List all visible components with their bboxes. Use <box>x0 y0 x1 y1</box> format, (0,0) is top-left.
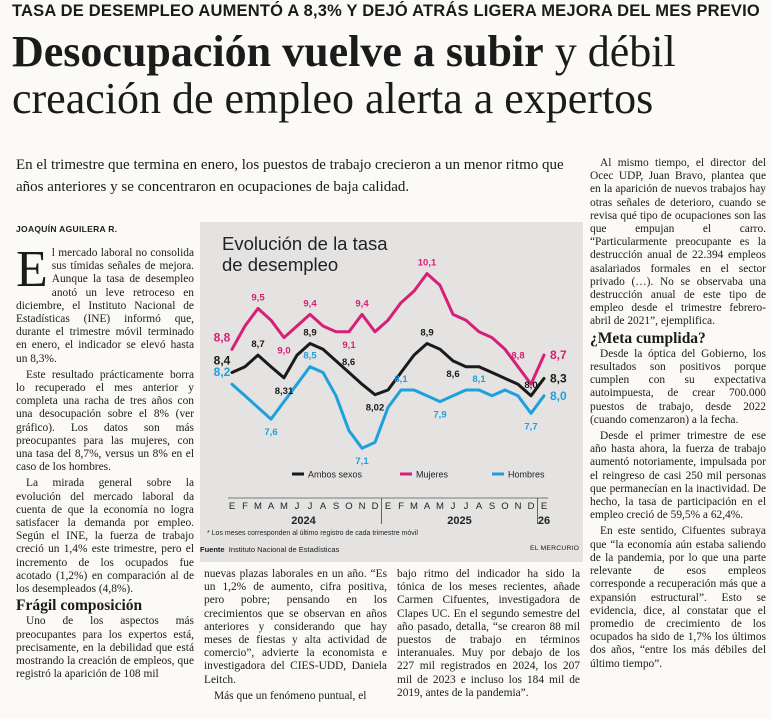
x-tick-label: O <box>501 501 509 512</box>
data-label: 9,0 <box>277 345 291 357</box>
x-tick-label: M <box>254 501 262 512</box>
x-tick-label: E <box>384 501 392 512</box>
x-tick-label: N <box>514 501 522 512</box>
data-label: 7,7 <box>524 421 538 433</box>
section-subhead: Frágil composición <box>16 597 143 615</box>
data-label: 8,9 <box>303 327 317 339</box>
article-column-4 <box>397 568 580 703</box>
data-label: 8,1 <box>394 374 408 385</box>
dropcap: E <box>16 241 48 298</box>
chart-title-line2: de desempleo <box>222 254 339 275</box>
data-label: 7,1 <box>355 456 369 468</box>
paragraph <box>16 241 194 366</box>
chart-title-line1: Evolución de la tasa <box>222 233 388 254</box>
headline-bold: Desocupación vuelve a subir <box>12 27 544 76</box>
data-label: 7,9 <box>433 409 447 421</box>
x-tick-label: E <box>540 501 548 512</box>
year-label: 2025 <box>447 515 472 527</box>
year-label: 2024 <box>291 515 316 527</box>
article-column-5 <box>590 157 766 674</box>
data-label: 8,5 <box>303 350 317 362</box>
unemployment-line-chart <box>200 222 583 532</box>
x-tick-label: J <box>307 501 313 512</box>
year-label: 26 <box>537 515 551 527</box>
data-label: 8,3 <box>550 371 567 386</box>
data-label: 8,8 <box>213 330 231 345</box>
data-label: 10,1 <box>417 257 437 269</box>
x-tick-label: M <box>280 501 288 512</box>
source-label: Fuente <box>200 545 225 554</box>
paragraph: nuevas plazas laborales en un año. “Es un 1,2% de aumento, cifra positiva, pero pobre; pensando en los crecimientos que se observan en años anteriores y considerando que hay meses de fiestas y alta actividad de comercio”, advierte la economista e investigadora del CIES-UDD, Daniela Leitch. <box>204 568 387 686</box>
x-tick-label: M <box>436 501 444 512</box>
data-label: 8,9 <box>420 327 434 339</box>
source-text: Instituto Nacional de Estadísticas <box>228 545 340 554</box>
x-tick-label: D <box>371 501 379 512</box>
x-tick-label: F <box>242 501 248 512</box>
lead-paragraph: En el trimestre que termina en enero, los puestos de trabajo crecieron a un menor ritmo que años anteriores y se concentraron en ocupaciones de baja calidad. <box>16 157 564 195</box>
data-label: 8,1 <box>472 374 486 385</box>
x-tick-label: J <box>450 501 456 512</box>
paragraph: Al mismo tiempo, el director del Ocec UDP, Juan Bravo, plantea que en la aparición de nuevos trabajos hay otras señales de deterioro, cuando se revisa qué tipo de ocupaciones son las que empujan el carro. “Particularmente preocupante es la destrucción anual de 22.394 empleos asalariados formales en el sector privado (…). No se observaba una destrucción anual de este tipo de empleo desde el trimestre febrero-abril de 2021”, ejemplifica. <box>590 157 766 328</box>
data-label: 8,7 <box>251 339 265 351</box>
x-tick-label: F <box>398 501 404 512</box>
paragraph: Desde el primer trimestre de ese año hasta ahora, la fuerza de trabajo aumentó notoriamente, impulsada por el reingreso de casi 250 mil personas que permanecían en la inactividad. De hecho, la tasa de participación en el empleo creció de 59,5% a 62,4%. <box>590 430 766 522</box>
byline: JOAQUÍN AGUILERA R. <box>16 224 118 234</box>
x-tick-label: J <box>463 501 469 512</box>
paragraph: Uno de los aspectos más preocupantes para los expertos está, precisamente, en la debilidad que está mostrando la creación de empleos, que registró la aparición de 108 mil <box>16 615 194 681</box>
series-line-mujeres <box>232 274 544 385</box>
data-label: 9,5 <box>251 292 265 304</box>
headline-line2: creación de empleo alerta a expertos <box>12 74 654 123</box>
x-tick-label: A <box>475 501 483 512</box>
headline-light: y débil <box>543 27 676 76</box>
series-line-hombres <box>232 367 544 449</box>
data-label: 8,4 <box>213 353 231 368</box>
x-tick-label: M <box>410 501 418 512</box>
x-tick-label: D <box>527 501 535 512</box>
legend-label: Ambos sexos <box>308 469 363 480</box>
data-label: 9,4 <box>355 298 369 310</box>
data-label: 8,7 <box>550 348 567 363</box>
data-label: 8,6 <box>342 356 356 368</box>
data-label: 8,31 <box>274 385 294 397</box>
paragraph: Este resultado prácticamente borra lo recuperado el mes anterior y completa una racha de tres años con una desocupación sobre el 8% (ver gráfico). Los datos son más preocupantes para las mujeres, con una tasa del 8,7%, versus un 8% en el caso de los hombres. <box>16 368 194 474</box>
data-label: 8,2 <box>213 365 231 380</box>
headline <box>12 28 762 122</box>
x-tick-label: E <box>228 501 236 512</box>
newspaper-credit: EL MERCURIO <box>530 545 580 552</box>
paragraph: Más que un fenómeno puntual, el <box>214 689 367 702</box>
paragraph: bajo ritmo del indicador ha sido la tónica de los meses recientes, añade Carmen Cifuentes, investigadora de Clapes UC. En el segundo semestre del año pasado, detalla, “se crearon 88 mil puestos de trabajo en términos interanuales. Muy por debajo de los 227 mil registrados en 2024, los 207 mil de 2023 e incluso los 184 mil de 2019, antes de la pandemia”. <box>397 568 580 699</box>
data-label: 9,1 <box>342 339 356 351</box>
x-tick-label: A <box>423 501 431 512</box>
data-label: 8,0 <box>524 379 538 391</box>
chart-source <box>200 545 583 554</box>
x-tick-label: S <box>488 501 496 512</box>
data-label: 8,6 <box>446 368 460 380</box>
data-label: 8,0 <box>550 388 567 403</box>
legend-label: Hombres <box>508 469 545 480</box>
x-tick-label: S <box>332 501 340 512</box>
chart-footnote: * Los meses corresponden al último registro de cada trimestre móvil <box>207 530 418 537</box>
kicker: TASA DE DESEMPLEO AUMENTÓ A 8,3% Y DEJÓ ATRÁS LIGERA MEJORA DEL MES PREVIO <box>12 2 760 20</box>
data-label: 9,4 <box>303 298 317 310</box>
x-tick-label: A <box>319 501 327 512</box>
data-label: 8,02 <box>365 402 385 414</box>
legend-label: Mujeres <box>416 469 449 480</box>
x-tick-label: N <box>358 501 366 512</box>
x-tick-label: A <box>267 501 275 512</box>
paragraph: Desde la óptica del Gobierno, los resultados son positivos porque cumplen con su expectativa autoimpuesta, de crear 700.000 puestos de trabajo, desde 2022 (cuando comenzaron) a la fecha. <box>590 347 766 426</box>
article-column-1 <box>16 241 194 685</box>
paragraph: La mirada general sobre la evolución del mercado laboral da cuenta de que la economía no logra satisfacer la demanda por empleo. Según el INE, la fuerza de trabajo creció un 1,4% este trimestre, pero el incremento de los ocupados fue acotado (1,2%) en comparación al de los desempleados (4,8%). <box>16 477 194 596</box>
x-tick-label: O <box>345 501 353 512</box>
paragraph: En este sentido, Cifuentes subraya que “la economía aún estaba saliendo de la pandemia, por lo que una parte relevante de esos empleos corresponde a recuperación más que a expansión estructural”. Esto se evidencia, dice, al constatar que el promedio de crecimiento de los ocupados ha sido de 1,7% los últimos dos años, “entre los más débiles del último tiempo”. <box>590 525 766 670</box>
data-label: 7,6 <box>264 427 278 439</box>
data-label: 8,8 <box>511 350 525 362</box>
section-subhead: ¿Meta cumplida? <box>590 329 706 347</box>
paragraph-text: l mercado laboral no consolida sus tímidas señales de mejora. Aunque la tasa de desempleo anotó un leve retroceso en diciembre, el Instituto Nacional de Estadísticas (INE) informó que, durante el trimestre móvil terminado en enero, el indicador se elevó hasta un 8,3%. <box>16 247 194 365</box>
article-column-3 <box>204 568 387 706</box>
x-tick-label: J <box>294 501 300 512</box>
